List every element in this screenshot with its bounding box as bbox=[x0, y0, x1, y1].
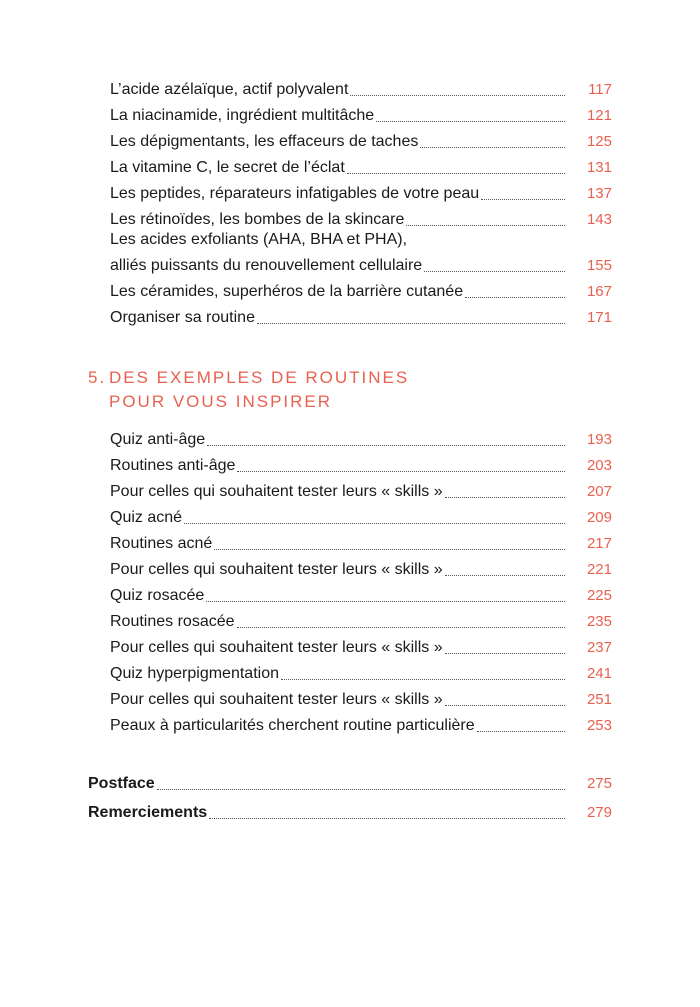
toc-entry[interactable] bbox=[0, 528, 700, 554]
dot-leader bbox=[465, 297, 565, 298]
dot-leader bbox=[406, 225, 565, 226]
dot-leader bbox=[237, 627, 565, 628]
toc-entry[interactable] bbox=[0, 152, 700, 178]
toc-entry-title: Les rétinoïdes, les bombes de la skincare bbox=[110, 211, 405, 228]
toc-entry[interactable] bbox=[0, 580, 700, 606]
toc-entry-page: 193 bbox=[586, 431, 612, 448]
toc-entry-page: 209 bbox=[586, 509, 612, 526]
dot-leader bbox=[350, 95, 565, 96]
section-title-line1: DES EXEMPLES DE ROUTINES bbox=[109, 368, 410, 387]
toc-entry-title: Routines anti-âge bbox=[110, 457, 236, 474]
toc-entry[interactable] bbox=[0, 450, 700, 476]
toc-entry-title: Les peptides, réparateurs infatigables de votre peau bbox=[110, 185, 480, 202]
dot-leader bbox=[214, 549, 565, 550]
toc-entry-title: Organiser sa routine bbox=[110, 309, 255, 326]
toc-entry-page: 225 bbox=[586, 587, 612, 604]
toc-entry[interactable] bbox=[0, 684, 700, 710]
toc-entry-page: 275 bbox=[586, 775, 612, 792]
toc-entry[interactable] bbox=[0, 230, 700, 276]
dot-leader bbox=[206, 601, 565, 602]
toc-entry[interactable] bbox=[0, 476, 700, 502]
toc-entry-title: Quiz anti-âge bbox=[110, 431, 206, 448]
toc-entry[interactable] bbox=[0, 302, 700, 328]
toc-entry-page: 221 bbox=[586, 561, 612, 578]
toc-entry-page: 251 bbox=[586, 691, 612, 708]
toc-entry[interactable] bbox=[0, 710, 700, 736]
toc-entry-title: Quiz acné bbox=[110, 509, 183, 526]
dot-leader bbox=[209, 818, 565, 819]
dot-leader bbox=[347, 173, 565, 174]
toc-entry-title: La niacinamide, ingrédient multitâche bbox=[110, 107, 375, 124]
section-heading bbox=[88, 366, 409, 414]
toc-entry-title: Quiz hyperpigmentation bbox=[110, 665, 279, 682]
dot-leader bbox=[376, 121, 565, 122]
toc-entry-page: 241 bbox=[586, 665, 612, 682]
dot-leader bbox=[281, 679, 565, 680]
toc-entry-page: 155 bbox=[586, 257, 612, 274]
toc-entry-page: 237 bbox=[586, 639, 612, 656]
toc-entry-title: Remerciements bbox=[88, 804, 208, 821]
dot-leader bbox=[237, 471, 565, 472]
section-number: 5. bbox=[88, 368, 107, 387]
dot-leader bbox=[481, 199, 565, 200]
toc-entry-title: Les céramides, superhéros de la barrière cutanée bbox=[110, 283, 464, 300]
toc-entry-page: 279 bbox=[586, 804, 612, 821]
toc-entry-page: 117 bbox=[588, 81, 612, 98]
dot-leader bbox=[477, 731, 565, 732]
dot-leader bbox=[445, 497, 565, 498]
toc-entry-title: Les dépigmentants, les effaceurs de taches bbox=[110, 133, 419, 150]
toc-entry-page: 203 bbox=[586, 457, 612, 474]
toc-entry-title: Pour celles qui souhaitent tester leurs « skills » bbox=[110, 639, 443, 656]
toc-entry-title: L’acide azélaïque, actif polyvalent bbox=[110, 81, 349, 98]
toc-entry-title: alliés puissants du renouvellement cellulaire bbox=[110, 257, 423, 274]
toc-entry-page: 143 bbox=[586, 211, 612, 228]
toc-entry-title: Peaux à particularités cherchent routine particulière bbox=[110, 717, 475, 734]
toc-entry[interactable] bbox=[0, 126, 700, 152]
toc-entry-title-line1: Les acides exfoliants (AHA, BHA et PHA), bbox=[110, 231, 408, 248]
dot-leader bbox=[157, 789, 565, 790]
toc-entry-page: 253 bbox=[586, 717, 612, 734]
toc-entry[interactable] bbox=[0, 658, 700, 684]
toc-entry-page: 121 bbox=[586, 107, 612, 124]
toc-entry[interactable] bbox=[0, 502, 700, 528]
toc-entry[interactable] bbox=[0, 204, 700, 230]
dot-leader bbox=[184, 523, 565, 524]
toc-entry[interactable] bbox=[0, 276, 700, 302]
toc-entry-page: 171 bbox=[586, 309, 612, 326]
toc-entry-postface[interactable] bbox=[0, 765, 700, 794]
toc-entry-title: Routines acné bbox=[110, 535, 213, 552]
dot-leader bbox=[424, 271, 565, 272]
toc-entry-page: 167 bbox=[586, 283, 612, 300]
toc-entry-title: Pour celles qui souhaitent tester leurs « skills » bbox=[110, 483, 443, 500]
toc-entry-title: Pour celles qui souhaitent tester leurs « skills » bbox=[110, 691, 443, 708]
dot-leader bbox=[257, 323, 565, 324]
toc-entry-remerciements[interactable] bbox=[0, 794, 700, 823]
section-heading-line1 bbox=[88, 366, 409, 390]
toc-entry-page: 125 bbox=[586, 133, 612, 150]
toc-entry[interactable] bbox=[0, 632, 700, 658]
toc-entry[interactable] bbox=[0, 74, 700, 100]
dot-leader bbox=[445, 653, 565, 654]
dot-leader bbox=[445, 705, 565, 706]
toc-chapter-4-entries bbox=[0, 74, 700, 328]
toc-entry-title: Postface bbox=[88, 775, 155, 792]
toc-entry-page: 207 bbox=[586, 483, 612, 500]
toc-chapter-5-entries bbox=[0, 424, 700, 736]
toc-entry[interactable] bbox=[0, 606, 700, 632]
toc-entry-title: Pour celles qui souhaitent tester leurs « skills » bbox=[110, 561, 443, 578]
toc-entry-title: La vitamine C, le secret de l’éclat bbox=[110, 159, 345, 176]
toc-entry-title: Quiz rosacée bbox=[110, 587, 205, 604]
toc-entry-page: 217 bbox=[586, 535, 612, 552]
toc-entry-title: Routines rosacée bbox=[110, 613, 235, 630]
toc-entry[interactable] bbox=[0, 554, 700, 580]
section-title-line2: POUR VOUS INSPIRER bbox=[109, 392, 333, 411]
toc-entry[interactable] bbox=[0, 100, 700, 126]
toc-entry-page: 137 bbox=[586, 185, 612, 202]
toc-entry-page: 131 bbox=[586, 159, 612, 176]
toc-entry[interactable] bbox=[0, 424, 700, 450]
toc-entry[interactable] bbox=[0, 178, 700, 204]
toc-back-matter bbox=[0, 765, 700, 823]
toc-entry-page: 235 bbox=[586, 613, 612, 630]
dot-leader bbox=[420, 147, 565, 148]
dot-leader bbox=[207, 445, 565, 446]
dot-leader bbox=[445, 575, 565, 576]
